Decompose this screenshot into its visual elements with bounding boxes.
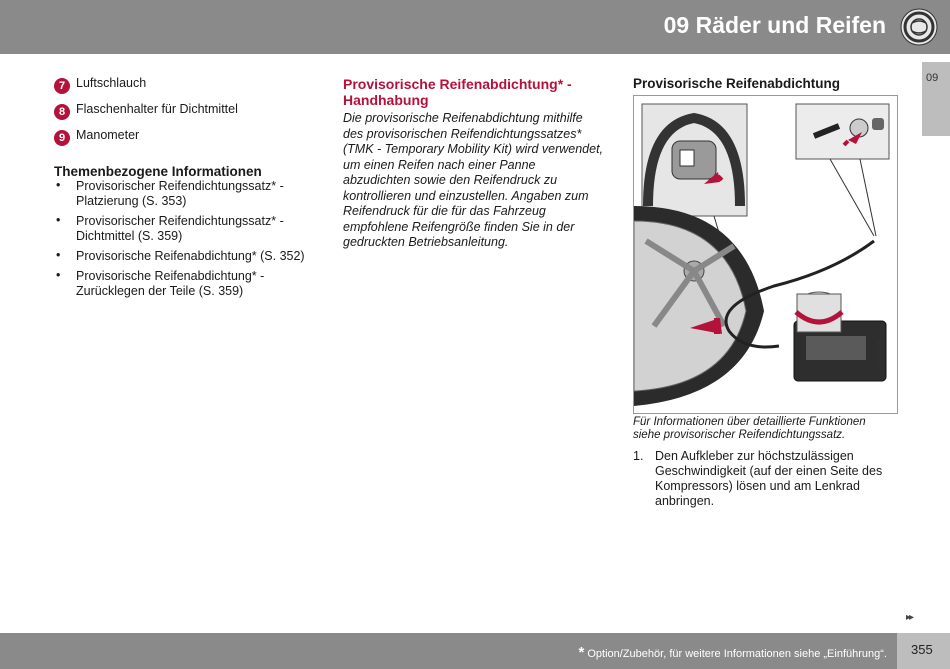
footnote-text: Option/Zubehör, für weitere Informationen siehe „Einführung“. <box>587 648 887 660</box>
tire-sealing-kit-figure <box>633 95 898 414</box>
bullet-icon: • <box>56 178 61 192</box>
middle-column <box>343 76 605 251</box>
list-item <box>54 76 324 102</box>
related-link[interactable] <box>54 214 324 244</box>
bullet-icon: • <box>56 248 61 262</box>
figure-caption: Für Informationen über detaillierte Funktionen siehe provisorischer Reifendichtungssatz. <box>633 416 866 441</box>
bullet-icon: • <box>56 268 61 282</box>
figure-title: Provisorische Reifenabdichtung <box>633 76 841 91</box>
related-link-text[interactable]: Provisorischer Reifendichtungssatz* - Dichtmittel (S. 359) <box>76 214 284 243</box>
number-badge: 8 <box>54 104 70 120</box>
double-chevron-right-icon[interactable]: ▸▸ <box>906 612 913 623</box>
step-text: Den Aufkleber zur höchstzulässigen Geschwindigkeit (auf der einen Seite des Kompressors) lösen und am Lenkrad anbringen. <box>655 449 883 508</box>
page-number: 355 <box>911 642 933 657</box>
footnote <box>578 644 887 661</box>
illustration <box>634 96 897 413</box>
related-link-text[interactable]: Provisorische Reifenabdichtung* (S. 352) <box>76 249 305 263</box>
chapter-title: 09 Räder und Reifen <box>663 12 886 38</box>
list-item <box>54 102 324 128</box>
number-badge: 9 <box>54 130 70 146</box>
figure-code: G047540 <box>876 337 883 366</box>
list-item <box>54 128 324 154</box>
list-item-label: Flaschenhalter für Dichtmittel <box>76 102 238 116</box>
footnote-star: * <box>578 644 585 661</box>
related-link[interactable] <box>54 179 324 209</box>
section-intro: Die provisorische Reifenabdichtung mithilfe des provisorischen Reifendichtungssatzes* (TMK - Temporary Mobility Kit) wird verwendet, um einen Reifen nach einer Panne abzudichten sowie den Reifendruck zu kontrollieren und einzustellen. Angaben zum Reifendruck für die für das Fahrzeug empfohlene Reifengröße finden Sie in der gedruckten Betriebsanleitung. <box>343 111 604 249</box>
wheel-icon <box>900 8 938 46</box>
page-header <box>0 0 950 54</box>
list-item-label: Manometer <box>76 128 140 142</box>
chapter-tab-label: 09 <box>926 72 939 84</box>
related-link[interactable] <box>54 269 324 299</box>
step-number: 1. <box>633 449 644 463</box>
related-link[interactable] <box>54 249 324 264</box>
related-link-text[interactable]: Provisorischer Reifendichtungssatz* - Platzierung (S. 353) <box>76 179 284 208</box>
number-badge: 7 <box>54 78 70 94</box>
section-title: Provisorische Reifenabdichtung* - Handhabung <box>343 76 572 108</box>
page-footer <box>0 633 897 669</box>
related-links <box>54 179 324 299</box>
related-info-heading: Themenbezogene Informationen <box>54 164 262 179</box>
left-column <box>54 76 324 304</box>
related-link-text[interactable]: Provisorische Reifenabdichtung* - Zurücklegen der Teile (S. 359) <box>76 269 265 298</box>
bullet-icon: • <box>56 213 61 227</box>
instruction-steps <box>633 449 898 509</box>
list-item-label: Luftschlauch <box>76 76 147 90</box>
right-column <box>633 76 898 91</box>
step-item <box>633 449 898 509</box>
